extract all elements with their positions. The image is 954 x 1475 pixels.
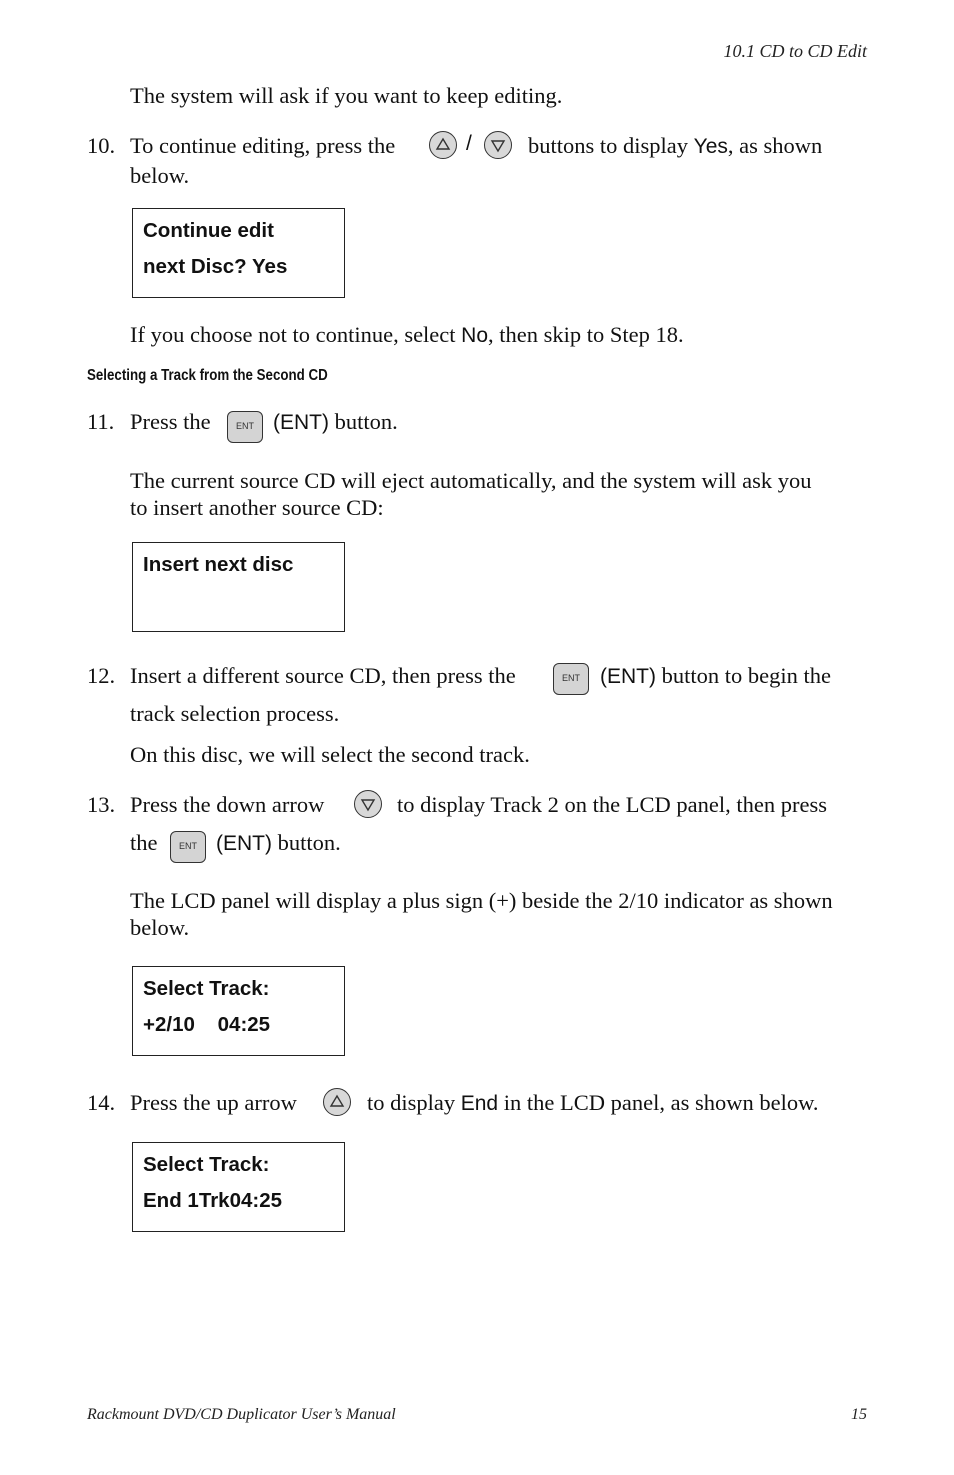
step-13-number: 13. — [87, 792, 116, 817]
step-10-line2: below. — [130, 163, 190, 188]
step-13-line2-after — [216, 829, 341, 857]
no-keyword: No — [461, 324, 489, 347]
step-11-text-after — [273, 408, 398, 436]
step-12-line2: track selection process. — [130, 701, 340, 726]
step-12-number: 12. — [87, 663, 116, 688]
lcd-panel-continue-edit — [132, 208, 345, 298]
step-10-text-after-a: buttons to display — [528, 133, 694, 158]
intro-text: The system will ask if you want to keep editing. — [130, 83, 563, 108]
yes-keyword: Yes — [693, 135, 728, 158]
down-arrow-button-icon — [484, 131, 512, 159]
lcd-line-1: Insert next disc — [143, 553, 294, 576]
step-12-text-tail: button to begin the — [656, 663, 831, 688]
running-header: 10.1 CD to CD Edit — [723, 41, 867, 61]
step-13-button-word: button. — [272, 830, 341, 855]
lcd-line-2: +2/10 04:25 — [143, 1013, 271, 1036]
skip-note — [130, 321, 684, 349]
down-arrow-button-icon — [354, 790, 382, 818]
step-14-text-after — [367, 1089, 819, 1117]
step-14-text-after-b: in the LCD panel, as shown below. — [498, 1090, 819, 1115]
lcd-line-1: Continue edit — [143, 219, 274, 242]
up-arrow-button-icon — [429, 131, 457, 159]
lcd-line-1: Select Track: — [143, 977, 270, 1000]
step-13-para-line1: The LCD panel will display a plus sign (+) beside the 2/10 indicator as shown — [130, 888, 833, 913]
ent-label: (ENT) — [273, 411, 329, 434]
step-10-text: To continue editing, press the — [130, 133, 396, 158]
ent-button-icon: ENT — [553, 663, 589, 695]
step-13-para-line2: below. — [130, 915, 190, 940]
section-subheading: Selecting a Track from the Second CD — [87, 367, 328, 384]
step-14-text: Press the up arrow — [130, 1090, 297, 1115]
step-14-text-after-a: to display — [367, 1090, 461, 1115]
step-11-para-line1: The current source CD will eject automatically, and the system will ask you — [130, 468, 812, 493]
ent-label: (ENT) — [216, 832, 272, 855]
lcd-panel-select-track-end — [132, 1142, 345, 1232]
step-13-text: Press the down arrow — [130, 792, 325, 817]
footer-manual-title: Rackmount DVD/CD Duplicator User’s Manual — [87, 1406, 396, 1423]
end-keyword: End — [460, 1092, 499, 1115]
step-11-para-line2: to insert another source CD: — [130, 495, 384, 520]
step-13-line2-before: the — [130, 830, 158, 855]
step-10-number: 10. — [87, 133, 116, 158]
step-13-text-after: to display Track 2 on the LCD panel, then press — [397, 792, 827, 817]
step-11-number: 11. — [87, 409, 115, 434]
step-14-number: 14. — [87, 1090, 116, 1115]
lcd-line-1: Select Track: — [143, 1153, 270, 1176]
slash-separator: / — [466, 132, 472, 155]
lcd-panel-insert-next-disc — [132, 542, 345, 632]
step-10-text-after-b: , as shown — [727, 133, 823, 158]
ent-button-icon: ENT — [227, 411, 263, 443]
ent-label: (ENT) — [600, 665, 656, 688]
step-12-text-after — [600, 662, 831, 690]
skip-note-b: , then skip to Step 18. — [488, 322, 684, 347]
step-11-text: Press the — [130, 409, 211, 434]
lcd-line-2: next Disc? Yes — [143, 255, 288, 278]
lcd-line-2: End 1Trk04:25 — [143, 1189, 283, 1212]
ent-button-icon: ENT — [170, 831, 206, 863]
step-11-button-word: button. — [329, 409, 398, 434]
page-number: 15 — [851, 1406, 867, 1423]
up-arrow-button-icon — [323, 1088, 351, 1116]
step-12-para: On this disc, we will select the second track. — [130, 742, 530, 767]
lcd-panel-select-track-plus — [132, 966, 345, 1056]
step-12-text: Insert a different source CD, then press the — [130, 663, 516, 688]
step-10-text-after — [528, 132, 822, 160]
skip-note-a: If you choose not to continue, select — [130, 322, 462, 347]
